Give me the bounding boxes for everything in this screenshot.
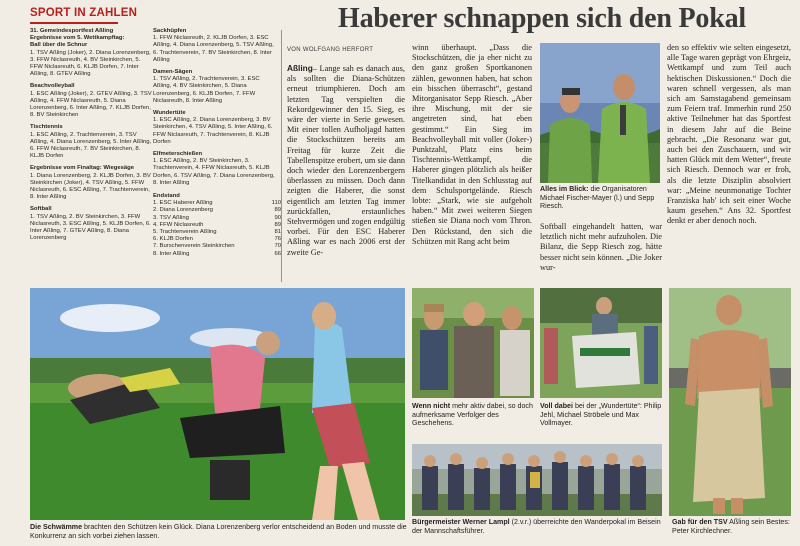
- standings-points: 90: [274, 214, 281, 221]
- standings-row: [153, 251, 281, 258]
- standings-points: 89: [274, 221, 281, 228]
- main-photo-caption: [30, 523, 410, 540]
- section-rule: [30, 22, 118, 24]
- standings-points: 89: [274, 207, 281, 214]
- discipline-heading: Damen-Sägen: [153, 69, 193, 76]
- tsv-athlete-photo: [669, 288, 791, 516]
- article-text: winn überhaupt. „Dass die Stockschützen, die ja eher nicht zu den ganz großen Sportkanonen zählen, gewonnen haben, hat schon ein bisschen überrascht“, gestand Mitorganisator Sepp Riesch. „Aber ihre Mischung, mit der sie angetreten sind, hat eben gestimmt.“ Ein Sieg im Beachvolleyball mit voller (Joker-) Punktzahl, Platz eins beim Tischtennis-Wettkampf, die Haberer gingen plötzlich als heißer Titelkandidat in den Schlusstag auf dem Schulsportgelände. Riesch lobte: „Stark, wie sie aufgeholt haben.“ Mit zwei weiteren Siegen stießen sie Diana noch vom Thron. Den Rückstand, den sich die Schützen mit Rang acht beim: [412, 43, 532, 246]
- organizers-caption: [540, 185, 662, 211]
- standings-team: 5. Trachtenverein Aßling: [153, 229, 217, 236]
- discipline-results: 1. ESC Aßling, 2. BV Steinkirchen, 3. Trachtenverein, 4. FFW Niclasreuth, 5. KLJB Dorfen, 6. TSV Aßling, 7. Diana Lorenzenberg, 8. Inter Aßling: [153, 158, 275, 186]
- organizers-photo: [540, 43, 660, 183]
- standings-heading: Endstand: [153, 193, 180, 200]
- caption-text: mehr aktiv dabei, so doch aufmerksame Verfolger des Geschehens.: [412, 402, 533, 428]
- tsv-caption: [672, 518, 796, 535]
- standings-team: 3. TSV Aßling: [153, 214, 189, 221]
- sack-race-photo: [540, 288, 662, 398]
- standings-row: [153, 243, 281, 250]
- byline: VON WOLFGANG HERFORT: [287, 47, 374, 53]
- results-column-1: [30, 28, 152, 242]
- discipline-heading: Tischtennis: [30, 124, 63, 131]
- caption-text: brachten den Schützen kein Glück. Diana Lorenzenberg verlor entscheidend an Boden und musste die Konkurrenz an sich vorbei ziehen lassen.: [30, 523, 407, 540]
- discipline-heading: Softball: [30, 206, 52, 213]
- standings-points: 81: [274, 229, 281, 236]
- article-text: den so effektiv wie selten eingesetzt, alle Tage waren geprägt von Ehrgeiz, Wettkampf und zum Teil auch hektischen Diskussionen.“ Doch die waren schnell vergessen, als man sich am Samstagabend gemeinsam zum Feiern traf. Immerhin rund 250 aktive Teilnehmer hat das Sportfest in diesem Jahr auf die Beine gebracht. „Die Resonanz war gut, auch bei den Zuschauern, und wir hatten Glück mit dem Wetter“, freute sich Riesch. Dennoch war er froh, als die letzte Disziplin absolviert war: „Meine neunmonatige Tochter Franziska hab' ich seit einer Woche kaum gesehen.“ Ans 32. Sportfest denkt er aber denoch noch.: [667, 43, 791, 226]
- standings-team: 4. FFW Niclasreuth: [153, 221, 204, 228]
- discipline-heading: Wundertüte: [153, 110, 186, 117]
- article-column-2: [412, 43, 532, 247]
- caption-text: die Organisatoren Michael Fischer-Mayer (l.) und Sepp Riesch.: [540, 185, 655, 211]
- standings-points: 110: [271, 200, 281, 207]
- standings-team: 2. Diana Lorenzenberg: [153, 207, 213, 214]
- caption-lead: Gab für den TSV: [672, 518, 728, 526]
- caption-lead: Alles im Blick:: [540, 185, 589, 193]
- discipline-heading: Ball über die Schnur: [30, 42, 88, 49]
- main-sponge-photo: [30, 288, 405, 520]
- column-divider: [281, 30, 282, 282]
- discipline-results: 1. TSV Aßling (Joker), 2. Diana Lorenzenberg, 3. FFW Niclasreuth, 4. BV Steinkirchen, 5. FFW Niclasreuth, 6. KLJB Dorfen, 7. Inter Aßling, 8. GTEV Aßling: [30, 49, 151, 78]
- standings-row: [153, 229, 281, 236]
- standings-team: 8. Inter Aßling: [153, 250, 190, 257]
- article-text: – Lange sah es danach aus, als sollten die Diana-Schützen erneut triumphieren. Doch am letzten Tag verspielten die Rekordgewinner den 15. Sieg, es wäre der vierte in Serie gewesen. Mit einer tollen Aufholjagd hatten die Stockschützen bereits am Freitag für kurze Zeit die Tabellenspitze erobert, um sie dann doch wieder den Lorenzenbergern überlassen zu müssen. Doch dann zeigten die Haberer, die sonst eigentlich am letzten Tag immer zurückfallen, erstaunliches Stehvermögen und zogen endgültig vorbei. Für den ESC Haberer Aßling war es nach 2006 erst der zweite Ge-: [287, 64, 405, 257]
- standings-points: 76: [274, 236, 281, 243]
- discipline-results: 1. FFW Niclasreuth, 2. KLJB Dorfen, 3. ESC Aßling, 4. Diana Lorenzenberg, 5. TSV Aßling, 6. Trachtenverein, 7. BV Steinkirchen, 8. Inter Aßling: [153, 35, 274, 63]
- discipline-results: 1. Diana Lorenzenberg, 2. KLJB Dorfen, 3. BV Steinkirchen (Joker), 4. TSV Aßling, 5. FFW Niclasreuth, 6. ESC Aßling, 7. Trachtenverein, 8. Inter Aßling: [30, 172, 151, 201]
- final-standings: [153, 193, 281, 258]
- mayor-caption: [412, 518, 664, 535]
- results-heading: Ergebnisse vom 5. Wettkampftag:: [30, 35, 125, 42]
- standings-points: 70: [274, 243, 281, 250]
- standings-team: 6. KLJB Dorfen: [153, 236, 193, 243]
- article-dateline: Aßling: [287, 63, 313, 73]
- caption-text: (2.v.r.) überreichte den Wanderpokal im Beisein der Mannschaftsführer.: [412, 518, 661, 535]
- discipline-results: 1. ESC Aßling, 2. Diana Lorenzenberg, 3. BV Steinkirchen, 4. TSV Aßling, 5. Inter Aßling, 6. FFW Niclasreuth, 7. Trachtenverein, 8. KLJB Dorfen: [153, 117, 273, 145]
- section-title: SPORT IN ZAHLEN: [30, 7, 138, 19]
- discipline-results: 1. ESC Aßling, 2. Trachtenverein, 3. TSV Aßling, 4. Diana Lorenzenberg, 5. Inter Aßling, 6. FFW Niclasreuth, 7. BV Steinkirchen, 8. KLJB Dorfen: [30, 131, 152, 160]
- discipline-results: 1. ESC Aßling (Joker), 2. GTEV Aßling, 3. TSV Aßling, 4. FFW Niclasreuth, 5. Diana Lorenzenberg, 6. Inter Aßling, 7. KLJB Dorfen, 8. BV Steinkirchen: [30, 90, 152, 119]
- standings-row: [153, 236, 281, 243]
- standings-row: [153, 215, 281, 222]
- standings-points: 66: [274, 250, 281, 257]
- discipline-results: 1. TSV Aßling, 2. Trachtenverein, 3. ESC Aßling, 4. BV Steinkirchen, 5. Diana Lorenzenberg, 6. KLJB Dorfen, 7. FFW Niclasreuth, 8. Inter Aßling: [153, 76, 260, 104]
- caption-text: bei der „Wundertüte“: Philip Jehl, Michael Ströbele und Max Vollmayer.: [540, 402, 662, 428]
- article-column-4: [667, 43, 791, 227]
- caption-lead: Bürgermeister Werner Lampl: [412, 518, 510, 526]
- spectators-caption: [412, 402, 536, 428]
- discipline-heading: Beachvolleyball: [30, 83, 75, 90]
- sack-race-caption: [540, 402, 664, 428]
- caption-text: Aßling sein Bestes: Peter Kirchlechner.: [672, 518, 790, 535]
- spectators-photo: [412, 288, 534, 398]
- caption-lead: Die Schwämme: [30, 523, 83, 531]
- standings-team: 1. ESC Haberer Aßling: [153, 200, 213, 207]
- results-column-2: [153, 28, 281, 258]
- discipline-heading: Elfmeterschießen: [153, 151, 203, 158]
- article-column-1: [287, 63, 405, 258]
- standings-row: [153, 222, 281, 229]
- discipline-heading: Ergebnisse vom Finaltag: Wiegesäge: [30, 165, 135, 172]
- caption-lead: Voll dabei: [540, 402, 573, 410]
- standings-team: 7. Burschenverein Steinkirchen: [153, 243, 235, 250]
- results-heading: 31. Gemeindesportfest Aßling: [30, 28, 114, 34]
- headline: Haberer schnappen sich den Pokal: [338, 3, 746, 34]
- standings-row: [153, 200, 281, 207]
- standings-row: [153, 207, 281, 214]
- caption-lead: Wenn nicht: [412, 402, 451, 410]
- mayor-trophy-photo: [412, 444, 662, 516]
- discipline-heading: Sackhüpfen: [153, 28, 187, 34]
- article-column-3: [540, 222, 662, 273]
- discipline-results: 1. TSV Aßling, 2. BV Steinkirchen, 3. FFW Niclasreuth, 3. ESC Aßling, 5. KLJB Dorfen, 6. Inter Aßling, 7. GTEV Aßling, 8. Diana Lorenzenberg: [30, 213, 151, 242]
- article-text: Softball eingehandelt hatten, war letztlich nicht mehr aufzuholen. Die Bilanz, die Sepp Riesch zog, hätte besser nicht sein können. „Die Joker wur-: [540, 222, 662, 272]
